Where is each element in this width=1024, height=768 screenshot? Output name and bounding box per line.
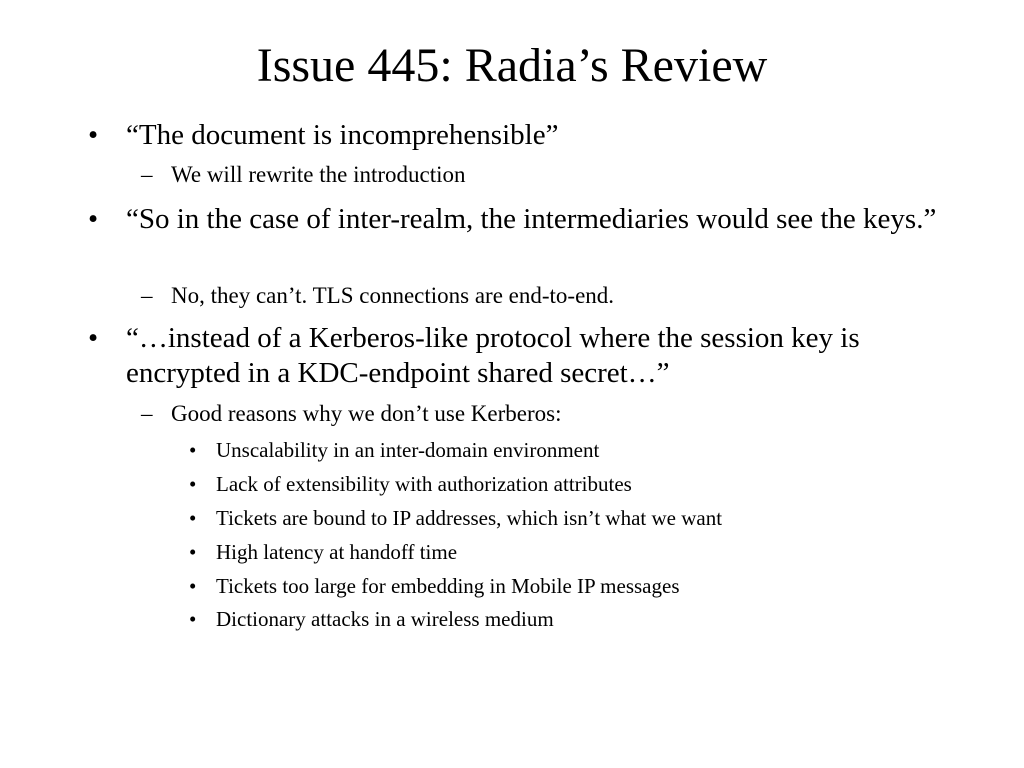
- dash-marker: –: [141, 401, 153, 426]
- bullet-marker: •: [189, 574, 197, 598]
- reason-text: Tickets are bound to IP addresses, which isn’t what we want: [216, 506, 723, 530]
- bullet-text: “So in the case of inter-realm, the intermediaries would see the keys.”: [126, 203, 937, 235]
- reason-text: High latency at handoff time: [216, 540, 458, 564]
- sub-bullet-item: [141, 282, 951, 310]
- bullet-text: “The document is incomprehensible”: [126, 119, 559, 151]
- bullet-marker: •: [88, 119, 99, 151]
- reason-item: [189, 573, 956, 599]
- sub-bullet-text: We will rewrite the introduction: [171, 162, 466, 187]
- reason-item: [189, 539, 956, 565]
- reason-item: [189, 505, 956, 531]
- dash-marker: –: [141, 162, 153, 187]
- reason-item: [189, 437, 956, 463]
- reason-item: [189, 606, 956, 632]
- sub-bullet-item: [141, 161, 951, 189]
- bullet-marker: •: [189, 540, 197, 564]
- bullet-marker: •: [189, 506, 197, 530]
- reason-text: Tickets too large for embedding in Mobile IP messages: [216, 574, 680, 598]
- bullet-marker: •: [88, 203, 99, 235]
- reason-text: Lack of extensibility with authorization attributes: [216, 472, 632, 496]
- bullet-marker: •: [189, 438, 197, 462]
- sub-bullet-item: [141, 400, 951, 428]
- reason-item: [189, 471, 956, 497]
- bullet-item: [88, 118, 956, 153]
- bullet-marker: •: [189, 472, 197, 496]
- dash-marker: –: [141, 283, 153, 308]
- bullet-item: [88, 321, 956, 391]
- bullet-item: [88, 202, 956, 237]
- bullet-text: “…instead of a Kerberos-like protocol where the session key is encrypted in a KDC-endpoint shared secret…”: [126, 322, 860, 389]
- sub-bullet-text: Good reasons why we don’t use Kerberos:: [171, 401, 562, 426]
- reason-text: Dictionary attacks in a wireless medium: [216, 607, 554, 631]
- slide-title: Issue 445: Radia’s Review: [256, 39, 768, 92]
- bullet-marker: •: [88, 322, 99, 354]
- reason-text: Unscalability in an inter-domain environment: [216, 438, 600, 462]
- bullet-marker: •: [189, 607, 197, 631]
- sub-bullet-text: No, they can’t. TLS connections are end-to-end.: [171, 283, 615, 308]
